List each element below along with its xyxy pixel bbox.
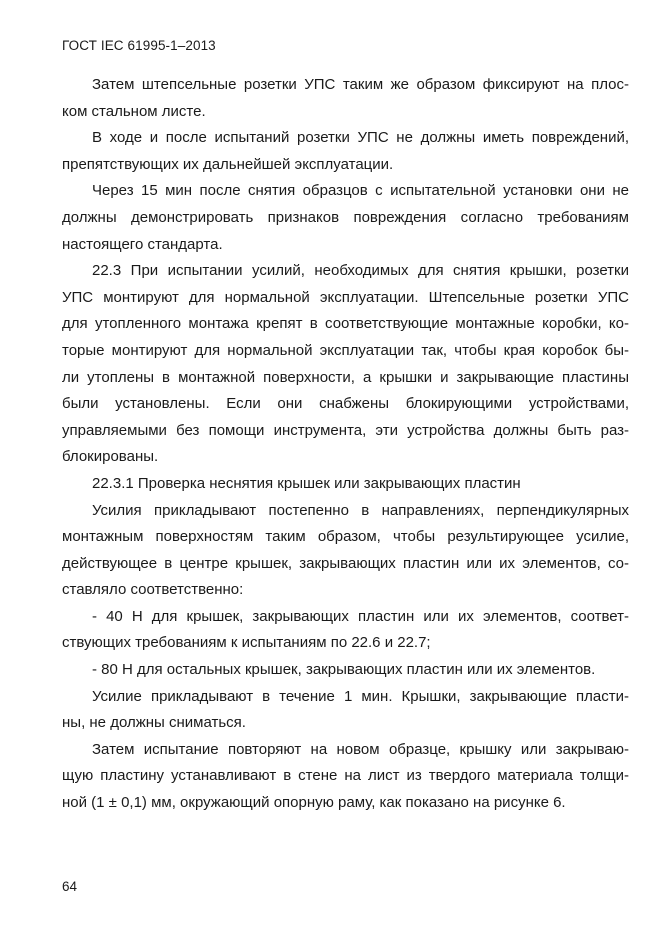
text-line: действующее в центре крышек, закрывающих пластин или их элементов, со- [62, 554, 629, 572]
standard-designation: ГОСТ IEC 61995-1–2013 [62, 38, 216, 53]
text-line: монтажным поверхностям таким образом, чтобы результирующее усилие, [62, 528, 629, 546]
list-item-continuation: ствующих требованиям к испытаниям по 22.6 и 22.7; [62, 634, 431, 652]
text-line: ны, не должны сниматься. [62, 714, 246, 732]
text-line: щую пластину устанавливают в стене на лист из твердого материала толщи- [62, 767, 629, 785]
list-item: - 40 Н для крышек, закрывающих пластин или их элементов, соответ- [92, 607, 629, 625]
text-line: Через 15 мин после снятия образцов с испытательной установки они не [92, 182, 629, 200]
text-line: Затем штепсельные розетки УПС таким же образом фиксируют на плос- [92, 76, 629, 93]
text-line: для утопленного монтажа крепят в соответствующие монтажные коробки, ко- [62, 315, 629, 333]
text-line: Усилие прикладывают в течение 1 мин. Крышки, закрывающие пласти- [92, 687, 629, 705]
text-line: ком стальном листе. [62, 102, 206, 120]
body-text [62, 72, 629, 817]
text-line: УПС монтируют для нормальной эксплуатации. Штепсельные розетки УПС [62, 288, 629, 306]
list-item: - 80 Н для остальных крышек, закрывающих пластин или их элементов. [92, 661, 596, 679]
text-line: 22.3 При испытании усилий, необходимых для снятия крышки, розетки [92, 262, 629, 280]
section-heading: 22.3.1 Проверка неснятия крышек или закрывающих пластин [92, 474, 521, 492]
text-line: ли утоплены в монтажной поверхности, а крышки и закрывающие пластины [62, 368, 629, 386]
text-line: торые монтируют для нормальной эксплуатации так, чтобы края коробок бы- [62, 341, 629, 359]
text-line: ной (1 ± 0,1) мм, окружающий опорную раму, как показано на рисунке 6. [62, 794, 566, 812]
text-line: настоящего стандарта. [62, 235, 223, 253]
text-line: Затем испытание повторяют на новом образце, крышку или закрываю- [92, 740, 629, 758]
page-number: 64 [62, 879, 78, 894]
text-line: были установлены. Если они снабжены блокирующими устройствами, [62, 395, 629, 413]
text-line: должны демонстрировать признаков повреждения согласно требованиям [62, 208, 629, 226]
text-line: ставляло соответственно: [62, 581, 244, 599]
text-line: препятствующих их дальнейшей эксплуатации. [62, 155, 394, 173]
text-line: В ходе и после испытаний розетки УПС не должны иметь повреждений, [92, 129, 629, 147]
text-line: блокированы. [62, 448, 159, 466]
text-line: Усилия прикладывают постепенно в направлениях, перпендикулярных [92, 501, 629, 519]
text-line: управляемыми без помощи инструмента, эти устройства должны быть раз- [62, 421, 629, 439]
